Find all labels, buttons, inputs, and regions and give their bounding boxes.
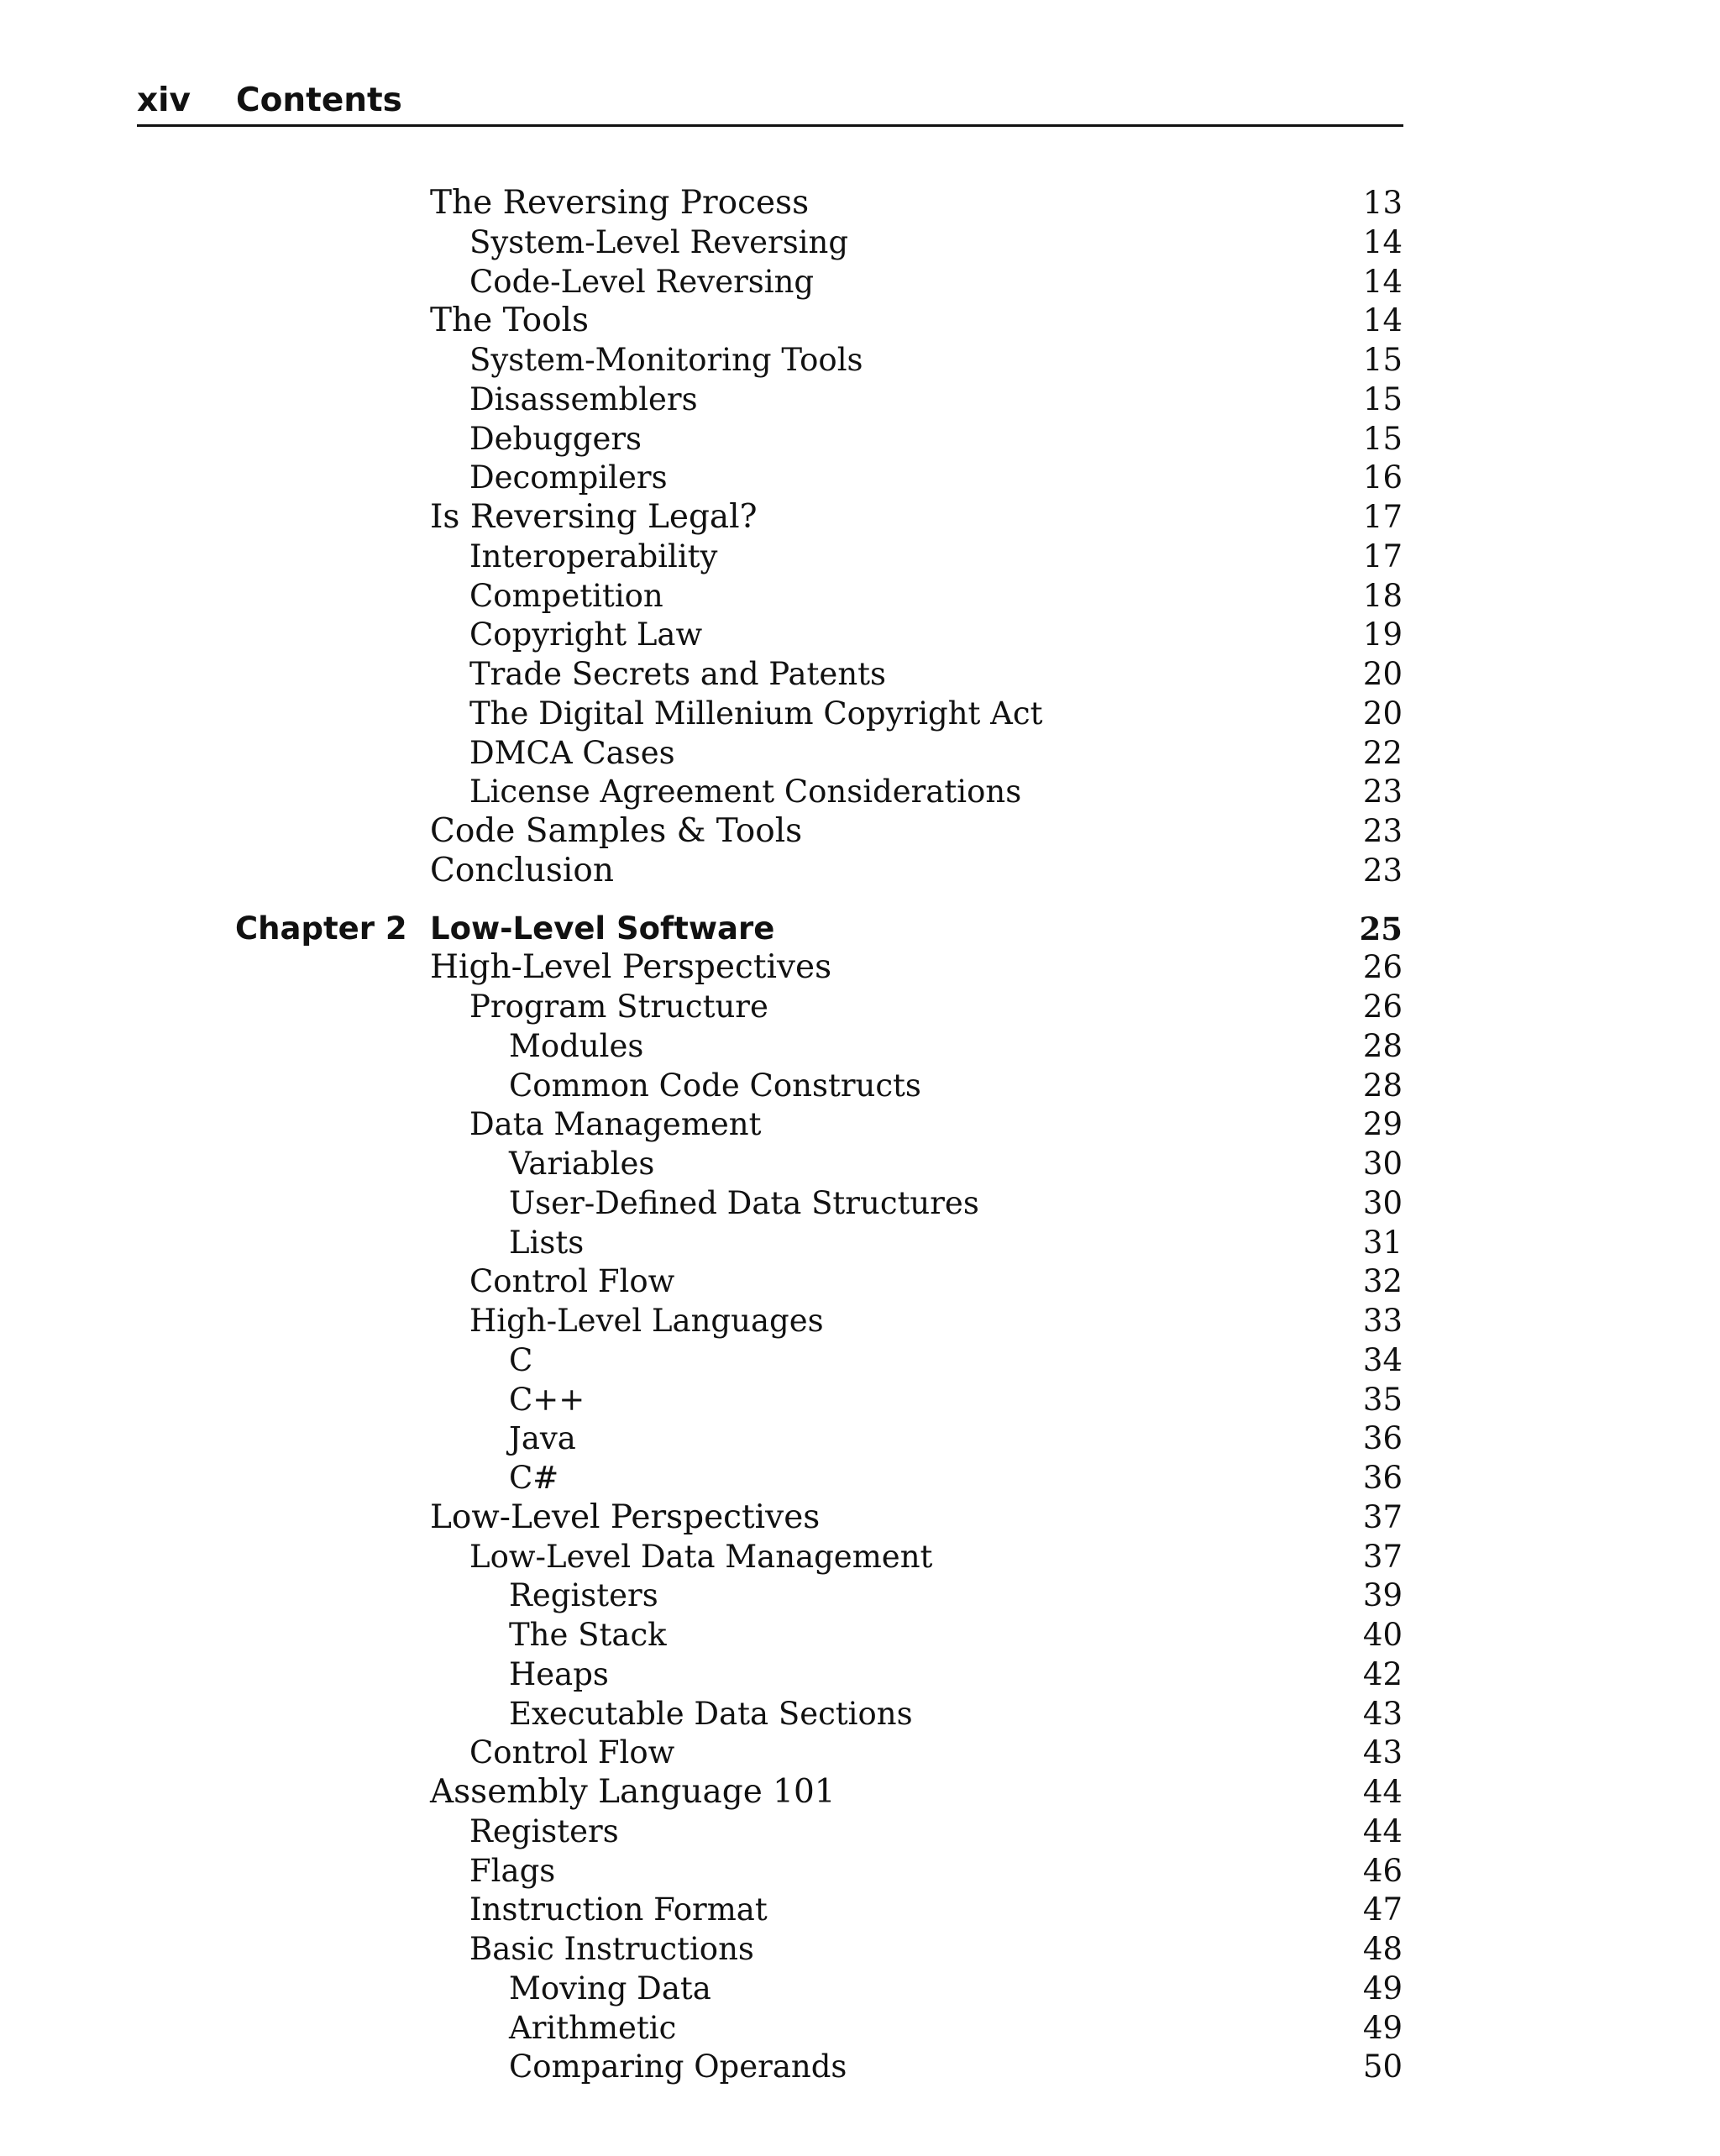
toc-entry-title: Disassemblers bbox=[469, 381, 698, 417]
toc-page-number: 22 bbox=[1362, 735, 1403, 771]
toc-page-number: 14 bbox=[1362, 302, 1403, 338]
toc-entry bbox=[0, 341, 1720, 380]
toc-entry-title: Registers bbox=[509, 1577, 658, 1613]
toc-entry bbox=[0, 1459, 1720, 1498]
toc-page-number: 26 bbox=[1362, 989, 1403, 1025]
toc-page-number: 47 bbox=[1362, 1891, 1403, 1928]
toc-entry bbox=[0, 1381, 1720, 1419]
toc-entry-title: The Stack bbox=[509, 1617, 667, 1653]
toc-entry-title: Moving Data bbox=[509, 1970, 711, 2006]
toc-entry-title: Data Management bbox=[469, 1106, 762, 1142]
toc-entry bbox=[0, 734, 1720, 773]
toc-page-number: 30 bbox=[1362, 1146, 1403, 1182]
toc-entry-title: Program Structure bbox=[469, 989, 768, 1025]
toc-entry bbox=[0, 2048, 1720, 2086]
toc-page-number: 14 bbox=[1362, 224, 1403, 260]
toc-page-number: 23 bbox=[1362, 774, 1403, 810]
toc-entry-title: Basic Instructions bbox=[469, 1931, 754, 1967]
toc-entry bbox=[0, 1067, 1720, 1105]
toc-entry bbox=[0, 1616, 1720, 1655]
toc-entry bbox=[0, 1262, 1720, 1301]
toc-entry bbox=[0, 538, 1720, 576]
toc-entry bbox=[0, 459, 1720, 497]
toc-entry bbox=[0, 1184, 1720, 1223]
toc-entry-title: License Agreement Considerations bbox=[469, 774, 1022, 810]
toc-page-number: 37 bbox=[1362, 1499, 1403, 1535]
toc-page-number: 44 bbox=[1362, 1774, 1403, 1810]
toc-entry-title: C bbox=[509, 1342, 533, 1378]
toc-entry bbox=[0, 1576, 1720, 1615]
toc-page-number: 42 bbox=[1362, 1656, 1403, 1692]
toc-entry-title: Debuggers bbox=[469, 421, 642, 457]
toc-entry-title: Interoperability bbox=[469, 538, 718, 574]
toc-page-number: 28 bbox=[1362, 1028, 1403, 1064]
toc-page-number: 36 bbox=[1362, 1420, 1403, 1456]
toc-entry-title: Java bbox=[509, 1420, 576, 1456]
toc-entry bbox=[0, 184, 1720, 223]
toc-entry-title: Control Flow bbox=[469, 1734, 675, 1770]
toc-entry-title: Competition bbox=[469, 578, 663, 614]
toc-entry-title: High-Level Perspectives bbox=[430, 948, 832, 986]
toc-page-number: 36 bbox=[1362, 1460, 1403, 1496]
toc-page-number: 16 bbox=[1362, 459, 1403, 496]
chapter-label: Chapter 2 bbox=[235, 910, 407, 947]
toc-page-number: 39 bbox=[1362, 1577, 1403, 1613]
toc-page-number: 18 bbox=[1362, 578, 1403, 614]
toc-entry bbox=[0, 498, 1720, 537]
running-header bbox=[137, 77, 1403, 127]
toc-entry bbox=[0, 1419, 1720, 1458]
toc-page-number: 32 bbox=[1362, 1263, 1403, 1299]
toc-entry-title: The Tools bbox=[430, 302, 590, 339]
toc-page-number: 23 bbox=[1362, 813, 1403, 849]
toc-page-number: 49 bbox=[1362, 2010, 1403, 2046]
toc-entry-title: Low-Level Data Management bbox=[469, 1539, 933, 1575]
toc-page-number: 37 bbox=[1362, 1539, 1403, 1575]
toc-entry bbox=[0, 1970, 1720, 2008]
toc-entry-title: Common Code Constructs bbox=[509, 1068, 921, 1104]
toc-chapter-heading bbox=[0, 910, 1720, 948]
toc-page-number: 33 bbox=[1362, 1303, 1403, 1339]
toc-entry-title: Heaps bbox=[509, 1656, 609, 1692]
toc-page-number: 20 bbox=[1362, 695, 1403, 732]
toc-entry-title: Executable Data Sections bbox=[509, 1696, 913, 1732]
toc-entry-title: The Reversing Process bbox=[430, 184, 810, 222]
toc-page-number: 35 bbox=[1362, 1382, 1403, 1418]
toc-page-number: 49 bbox=[1362, 1970, 1403, 2006]
toc-entry-title: High-Level Languages bbox=[469, 1303, 824, 1339]
toc-page-number: 15 bbox=[1362, 421, 1403, 457]
toc-page-number: 31 bbox=[1362, 1225, 1403, 1261]
toc-page-number: 17 bbox=[1362, 499, 1403, 535]
page-number: xiv bbox=[137, 81, 191, 119]
toc-entry bbox=[0, 1930, 1720, 1969]
toc-entry bbox=[0, 1695, 1720, 1734]
toc-entry bbox=[0, 380, 1720, 419]
toc-entry-title: Trade Secrets and Patents bbox=[469, 656, 887, 692]
toc-entry bbox=[0, 577, 1720, 616]
toc-entry bbox=[0, 812, 1720, 851]
toc-entry-title: Flags bbox=[469, 1853, 556, 1889]
toc-entry bbox=[0, 988, 1720, 1026]
toc-entry-title: Control Flow bbox=[469, 1263, 675, 1299]
toc-entry-title: DMCA Cases bbox=[469, 735, 675, 771]
toc-entry bbox=[0, 948, 1720, 987]
toc-entry-title: System-Monitoring Tools bbox=[469, 342, 863, 378]
toc-entry-title: Is Reversing Legal? bbox=[430, 498, 758, 536]
toc-entry bbox=[0, 302, 1720, 340]
toc-entry bbox=[0, 1812, 1720, 1851]
toc-entry-title: C# bbox=[509, 1460, 559, 1496]
toc-page-number: 43 bbox=[1362, 1696, 1403, 1732]
toc-page-number: 25 bbox=[1359, 910, 1403, 947]
toc-page-number: 15 bbox=[1362, 381, 1403, 417]
toc-page-number: 34 bbox=[1362, 1342, 1403, 1378]
toc-page-number: 17 bbox=[1362, 538, 1403, 574]
toc-page-number: 46 bbox=[1362, 1853, 1403, 1889]
toc-entry bbox=[0, 1538, 1720, 1576]
section-title: Contents bbox=[236, 81, 402, 119]
toc-page-number: 20 bbox=[1362, 656, 1403, 692]
toc-entry-title: Code-Level Reversing bbox=[469, 264, 815, 300]
toc-entry bbox=[0, 1224, 1720, 1262]
toc-page-number: 13 bbox=[1362, 185, 1403, 221]
toc-entry bbox=[0, 616, 1720, 654]
toc-entry-title: Code Samples & Tools bbox=[430, 812, 803, 850]
toc-entry bbox=[0, 1302, 1720, 1340]
toc-page-number: 30 bbox=[1362, 1185, 1403, 1221]
toc-entry-title: Decompilers bbox=[469, 459, 668, 496]
toc-entry-title: Comparing Operands bbox=[509, 2048, 847, 2085]
toc-entry bbox=[0, 1773, 1720, 1812]
toc-page-number: 48 bbox=[1362, 1931, 1403, 1967]
toc-page-number: 44 bbox=[1362, 1813, 1403, 1849]
toc-page-number: 23 bbox=[1362, 852, 1403, 889]
toc-entry bbox=[0, 852, 1720, 890]
toc-entry-title: Low-Level Perspectives bbox=[430, 1498, 821, 1536]
toc-page-number: 28 bbox=[1362, 1068, 1403, 1104]
toc-entry bbox=[0, 1341, 1720, 1380]
toc-page-number: 29 bbox=[1362, 1106, 1403, 1142]
toc-page-number: 26 bbox=[1362, 949, 1403, 985]
toc-entry bbox=[0, 695, 1720, 733]
toc-entry-title: Arithmetic bbox=[509, 2010, 677, 2046]
toc-entry-title: The Digital Millenium Copyright Act bbox=[469, 695, 1043, 732]
toc-entry-title: System-Level Reversing bbox=[469, 224, 849, 260]
toc-entry bbox=[0, 1105, 1720, 1144]
toc-entry bbox=[0, 655, 1720, 694]
toc-entry-title: Lists bbox=[509, 1225, 585, 1261]
toc-entry-title: Copyright Law bbox=[469, 616, 703, 653]
toc-entry bbox=[0, 2009, 1720, 2048]
toc-entry-title: Conclusion bbox=[430, 852, 614, 889]
toc-entry-title: Variables bbox=[509, 1146, 655, 1182]
toc-entry-title: C++ bbox=[509, 1382, 585, 1418]
toc-entry bbox=[0, 1852, 1720, 1891]
toc-page-number: 40 bbox=[1362, 1617, 1403, 1653]
toc-entry-title: Modules bbox=[509, 1028, 644, 1064]
toc-entry bbox=[0, 773, 1720, 811]
toc-entry bbox=[0, 1734, 1720, 1772]
toc-entry-title: User-Defined Data Structures bbox=[509, 1185, 979, 1221]
toc-entry-title: Assembly Language 101 bbox=[430, 1773, 836, 1811]
toc-entry bbox=[0, 1655, 1720, 1694]
toc-entry bbox=[0, 1498, 1720, 1537]
toc-entry bbox=[0, 1145, 1720, 1183]
chapter-title: Low-Level Software bbox=[430, 910, 775, 947]
toc-page-number: 14 bbox=[1362, 264, 1403, 300]
toc-entry bbox=[0, 1027, 1720, 1066]
toc-entry-title: Instruction Format bbox=[469, 1891, 768, 1928]
toc-entry bbox=[0, 1891, 1720, 1929]
toc-page-number: 15 bbox=[1362, 342, 1403, 378]
toc-page-number: 50 bbox=[1362, 2048, 1403, 2085]
toc-page-number: 43 bbox=[1362, 1734, 1403, 1770]
toc-page-number: 19 bbox=[1362, 616, 1403, 653]
toc-entry-title: Registers bbox=[469, 1813, 619, 1849]
toc-entry bbox=[0, 420, 1720, 459]
toc-entry bbox=[0, 223, 1720, 262]
toc-entry bbox=[0, 263, 1720, 302]
